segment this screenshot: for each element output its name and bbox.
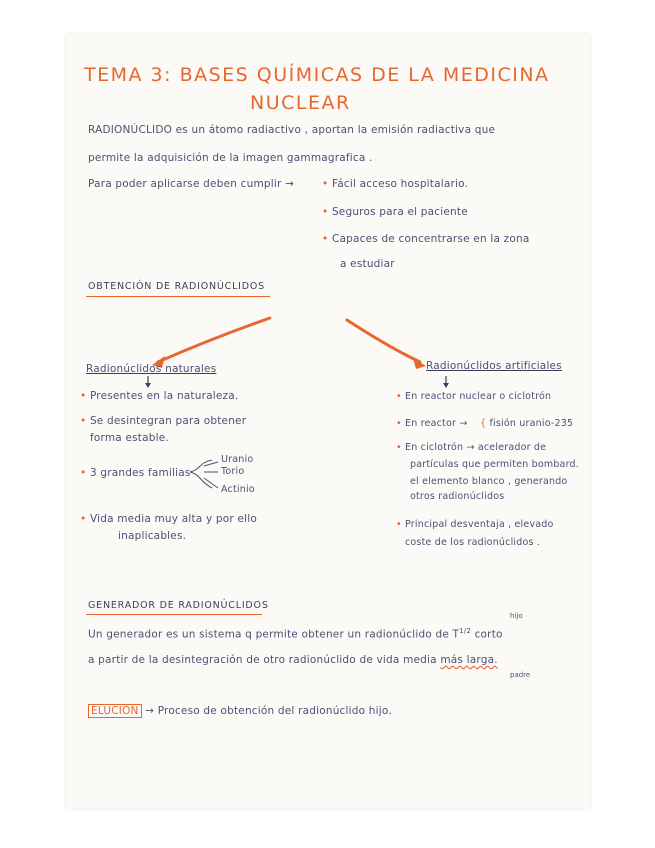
intro-line-2: permite la adquisición de la imagen gammagrafica .: [88, 152, 373, 164]
family-torio: Torio: [221, 466, 245, 477]
natural-heading: Radionúclidos naturales: [86, 363, 217, 375]
arrow-to-artificial: [347, 320, 420, 362]
note-padre: padre: [510, 671, 531, 679]
family-arrow-bottom: [204, 478, 218, 488]
elution-label: ELUCIÓN: [88, 704, 142, 718]
artificial-item-cont: el elemento blanco , generando: [410, 476, 568, 487]
artificial-item: • En reactor →: [396, 418, 468, 429]
artificial-item-cont: partículas que permiten bombard.: [410, 459, 579, 470]
generator-line-2: a partir de la desintegración de otro radionúclido de vida media más larga.: [88, 654, 498, 666]
down-arrowhead-artificial: [443, 383, 449, 388]
fission-note: { fisión uranio-235: [480, 418, 574, 429]
family-arrow-top: [204, 462, 218, 466]
natural-item: • Se desintegran para obtener: [80, 415, 247, 427]
requirement-item: • Seguros para el paciente: [322, 206, 468, 218]
intro-line-3: Para poder aplicarse deben cumplir →: [88, 178, 295, 190]
page-title-line2: NUCLEAR: [250, 92, 351, 114]
artificial-item-cont: otros radionúclidos: [410, 491, 505, 502]
natural-item-cont: inaplicables.: [118, 530, 187, 542]
generator-line-1: Un generador es un sistema q permite obtener un radionúclido de $T^{1/2}$ corto: [88, 627, 503, 641]
requirement-item: • Fácil acceso hospitalario.: [322, 178, 469, 190]
arrowhead-artificial: [413, 358, 426, 369]
section-heading-obtencion: OBTENCIÓN DE RADIONÚCLIDOS: [88, 281, 266, 292]
natural-item: • Presentes en la naturaleza.: [80, 390, 239, 402]
natural-item: • Vida media muy alta y por ello: [80, 513, 257, 525]
natural-item-cont: forma estable.: [90, 432, 169, 444]
down-arrowhead-natural: [145, 383, 151, 388]
family-uranio: Uranio: [221, 454, 254, 465]
family-actinio: Actinio: [221, 484, 255, 495]
page-title: TEMA 3: BASES QUÍMICAS DE LA MEDICINA: [84, 64, 550, 86]
artificial-item: • Principal desventaja , elevado: [396, 519, 554, 530]
natural-item: • 3 grandes familias: [80, 467, 191, 479]
artificial-item: • En reactor nuclear o ciclotrón: [396, 391, 552, 402]
artificial-heading: Radionúclidos artificiales: [426, 360, 562, 372]
arrow-to-natural: [158, 318, 270, 362]
requirement-item-cont: a estudiar: [340, 258, 395, 270]
section-underline: [86, 614, 262, 615]
elution-line: ELUCIÓN → Proceso de obtención del radionúclido hijo.: [88, 705, 392, 717]
note-hijo: hijo: [510, 612, 523, 620]
requirement-item: • Capaces de concentrarse en la zona: [322, 233, 530, 245]
artificial-item-cont: coste de los radionúclidos .: [405, 537, 541, 548]
section-heading-generador: GENERADOR DE RADIONÚCLIDOS: [88, 600, 269, 611]
intro-line-1: RADIONÚCLIDO es un átomo radiactivo , aportan la emisión radiactiva que: [88, 124, 496, 136]
artificial-item: • En ciclotrón → acelerador de: [396, 442, 547, 453]
